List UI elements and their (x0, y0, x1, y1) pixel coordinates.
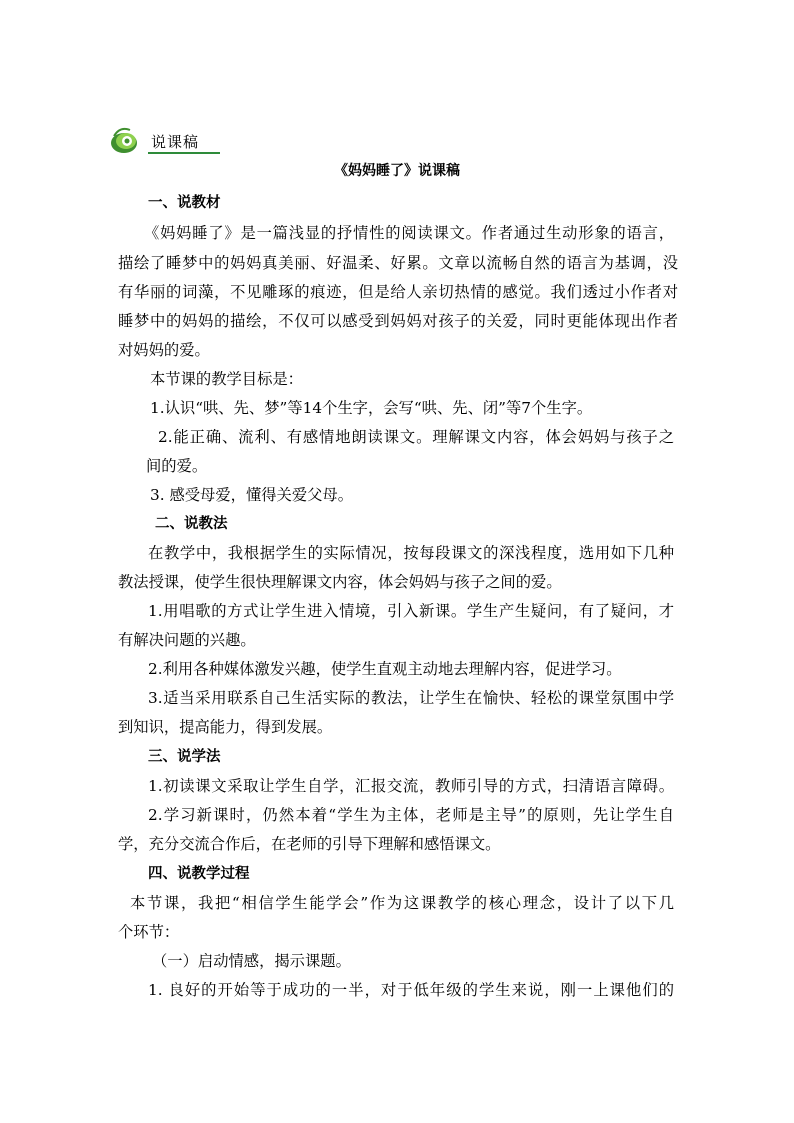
document-header (110, 124, 210, 154)
paragraph-line: 3.适当采用联系自己生活实际的教法，让学生在愉快、轻松的课堂氛围中学 (148, 689, 674, 707)
paragraph-line: 有解决问题的兴趣。 (118, 631, 256, 649)
goal-item: 3. 感受母爱，懂得关爱父母。 (150, 486, 354, 504)
paragraph-line: 2.利用各种媒体激发兴趣，使学生直观主动地去理解内容，促进学习。 (148, 660, 622, 678)
paragraph-line: 学，充分交流合作后，在老师的引导下理解和感悟课文。 (118, 835, 501, 853)
section-heading: 四、说教学过程 (148, 866, 250, 882)
paragraph-line: 本节课，我把“相信学生能学会”作为这课教学的核心理念，设计了以下几 (130, 894, 674, 912)
leaf-logo-icon (110, 126, 140, 154)
paragraph-line: 个环节： (118, 923, 180, 941)
paragraph-line: 1. 良好的开始等于成功的一半，对于低年级的学生来说，刚一上课他们的 (148, 981, 674, 999)
paragraph-line: 在教学中，我根据学生的实际情况，按每段课文的深浅程度，选用如下几种 (148, 544, 674, 562)
header-label: 说课稿 (151, 133, 200, 151)
header-underline (148, 152, 220, 154)
goal-item: 1.认识“哄、先、梦”等14个生字，会写“哄、先、闭”等7个生字。 (150, 399, 593, 417)
paragraph-line: 《妈妈睡了》是一篇浅显的抒情性的阅读课文。作者通过生动形象的语言， (144, 224, 674, 242)
section-heading: 一、说教材 (148, 195, 221, 211)
paragraph-line: 2.学习新课时，仍然本着“学生为主体，老师是主导”的原则，先让学生自 (148, 806, 674, 824)
paragraph-line: 有华丽的词藻，不见雕琢的痕迹，但是给人亲切热情的感觉。我们透过小作者对 (118, 283, 678, 301)
goal-item: 2.能正确、流利、有感情地朗读课文。理解课文内容，体会妈妈与孩子之 (158, 428, 674, 446)
goals-intro: 本节课的教学目标是： (150, 370, 303, 388)
goal-item: 间的爱。 (146, 457, 208, 475)
section-heading: 三、说学法 (148, 749, 221, 765)
paragraph-line: 对妈妈的爱。 (118, 341, 210, 359)
paragraph-line: 教法授课，使学生很快理解课文内容，体会妈妈与孩子之间的爱。 (118, 573, 562, 591)
document-title: 《妈妈睡了》说课稿 (334, 163, 460, 179)
step-heading: （一）启动情感，揭示课题。 (152, 952, 351, 970)
paragraph-line: 到知识，提高能力，得到发展。 (118, 718, 333, 736)
paragraph-line: 1.用唱歌的方式让学生进入情境，引入新课。学生产生疑问，有了疑问，才 (148, 602, 674, 620)
paragraph-line: 1.初读课文采取让学生自学，汇报交流，教师引导的方式，扫清语言障碍。 (148, 777, 674, 795)
paragraph-line: 描绘了睡梦中的妈妈真美丽、好温柔、好累。文章以流畅自然的语言为基调，没 (118, 254, 678, 272)
paragraph-line: 睡梦中的妈妈的描绘，不仅可以感受到妈妈对孩子的关爱，同时更能体现出作者 (118, 312, 678, 330)
section-heading: 二、说教法 (155, 516, 228, 532)
